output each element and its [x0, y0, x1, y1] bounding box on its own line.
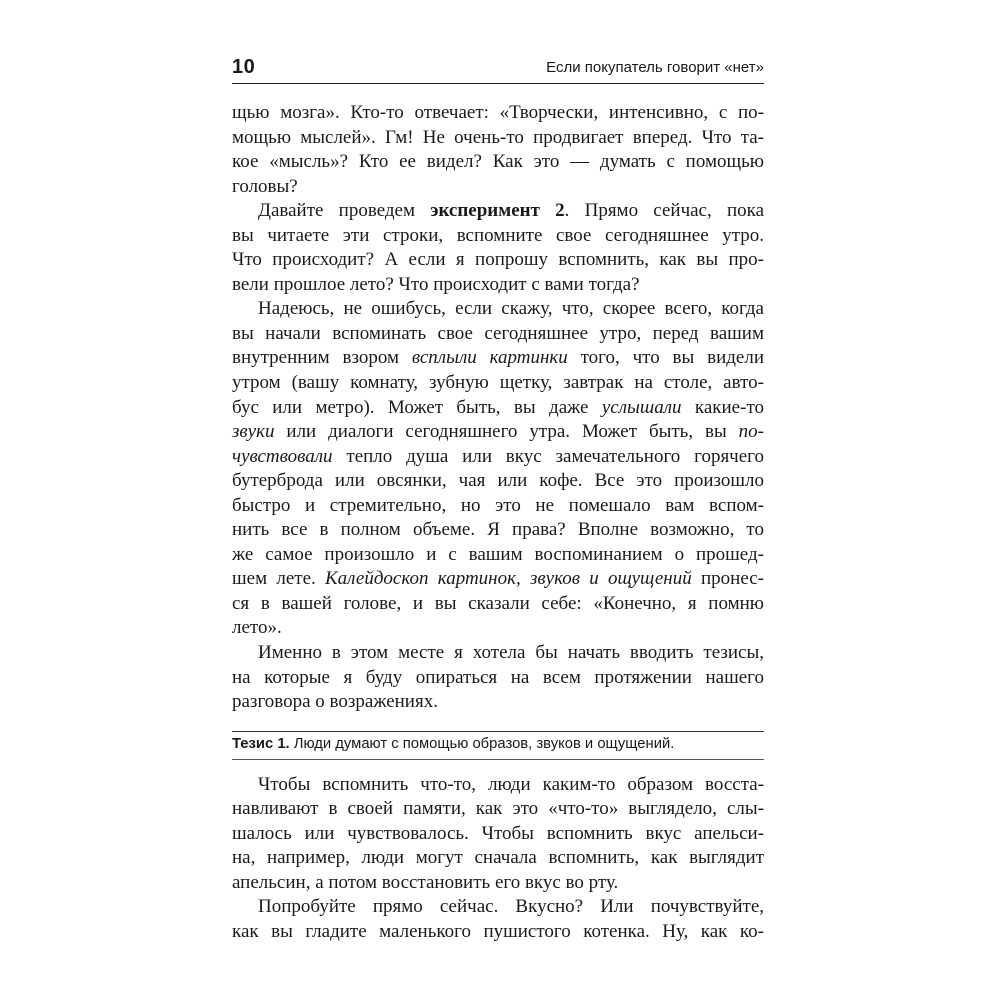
page-header [232, 52, 764, 84]
text-span: внутренним взором [232, 347, 412, 369]
thesis-rule-top [232, 731, 764, 732]
text-line: вы начали вспоминать свое сегодняшнее утро, перед вашим [232, 322, 764, 344]
thesis-label: Тезис 1. [232, 735, 290, 752]
thesis-text [232, 736, 674, 752]
text-line [232, 445, 764, 470]
text-line: Что происходит? А если я попрошу вспомнить, как вы про- [232, 249, 764, 271]
text-span: бус или метро). Может быть, вы даже [232, 396, 602, 418]
text-line [232, 567, 764, 592]
experiment-label: эксперимент 2 [430, 200, 565, 222]
text-line: ся в вашей голове, и вы сказали себе: «Конечно, я помню [232, 592, 764, 614]
text-line: Попробуйте прямо сейчас. Вкусно? Или почувствуйте, [258, 896, 764, 918]
text-span: пронес- [691, 568, 764, 590]
text-line: бутерброда или овсянки, чая или кофе. Все это произошло [232, 470, 764, 492]
emphasis-text: всплыли картинки [411, 347, 568, 369]
text-line: как вы гладите маленького пушистого котенка. Ну, как ко- [232, 920, 764, 942]
text-line [232, 420, 764, 445]
text-line: Чтобы вспомнить что-то, люди каким-то образом восста- [258, 773, 764, 795]
running-title: Если покупатель говорит «нет» [546, 59, 764, 76]
text-span: шем лете. [232, 568, 326, 590]
text-line: навливают в своей памяти, как это «что-то» выглядело, слы- [232, 798, 764, 820]
text-span: какие-то [681, 396, 764, 418]
text-span: тепло душа или вкус замечательного горячего [332, 445, 764, 467]
text-line: мощью мыслей». Гм! Не очень-то продвигает вперед. Что та- [232, 126, 764, 148]
text-line: щью мозга». Кто-то отвечает: «Творчески, интенсивно, с по- [232, 102, 764, 123]
emphasis-text: услышали [601, 396, 682, 418]
emphasis-text: звуки [232, 421, 275, 443]
header-rule [232, 83, 764, 84]
text-line: шалось или чувствовалось. Чтобы вспомнить вкус апельси- [232, 822, 764, 844]
text-line: лето». [232, 617, 282, 639]
text-span: или диалоги сегодняшнего утра. Может быть, вы [274, 421, 739, 443]
emphasis-text: по- [738, 421, 764, 443]
emphasis-text: чувствовали [232, 445, 333, 467]
text-span: . Прямо сейчас, пока [564, 200, 764, 222]
text-line: вы читаете эти строки, вспомните свое сегодняшнее утро. [232, 224, 764, 246]
text-line: головы? [232, 175, 298, 197]
text-line: нить все в полном объеме. Я права? Вполне возможно, то [232, 519, 764, 541]
text-line: утром (вашу комнату, зубную щетку, завтрак на столе, авто- [232, 372, 764, 394]
text-line [232, 396, 764, 421]
text-line: апельсин, а потом восстановить его вкус во рту. [232, 871, 619, 893]
text-span: Давайте проведем [258, 200, 431, 222]
text-span: того, что вы видели [567, 347, 765, 369]
text-line: на, например, люди могут сначала вспомнить, как выглядит [232, 847, 764, 869]
emphasis-text: Калейдоскоп картинок, звуков и ощущений [325, 568, 692, 590]
text-line: же самое произошло и с вашим воспоминанием о прошед- [232, 543, 764, 565]
thesis-rule-bottom [232, 759, 764, 760]
thesis-box [232, 731, 764, 773]
text-line: Надеюсь, не ошибусь, если скажу, что, скорее всего, когда [258, 298, 764, 320]
text-line: на которые я буду опираться на всем протяжении нашего [232, 666, 764, 688]
text-line: кое «мысль»? Кто ее видел? Как это — думать с помощью [232, 151, 764, 173]
text-line: Именно в этом месте я хотела бы начать вводить тезисы, [258, 642, 764, 664]
text-line: разговора о возражениях. [232, 691, 438, 713]
page-number: 10 [232, 56, 256, 78]
text-line [232, 199, 764, 224]
page-body [232, 101, 764, 945]
thesis-statement: Люди думают с помощью образов, звуков и ощущений. [289, 735, 675, 752]
text-line: вели прошлое лето? Что происходит с вами тогда? [232, 273, 640, 295]
text-line [232, 346, 764, 371]
text-line: быстро и стремительно, но это не помешало вам вспом- [232, 494, 764, 516]
